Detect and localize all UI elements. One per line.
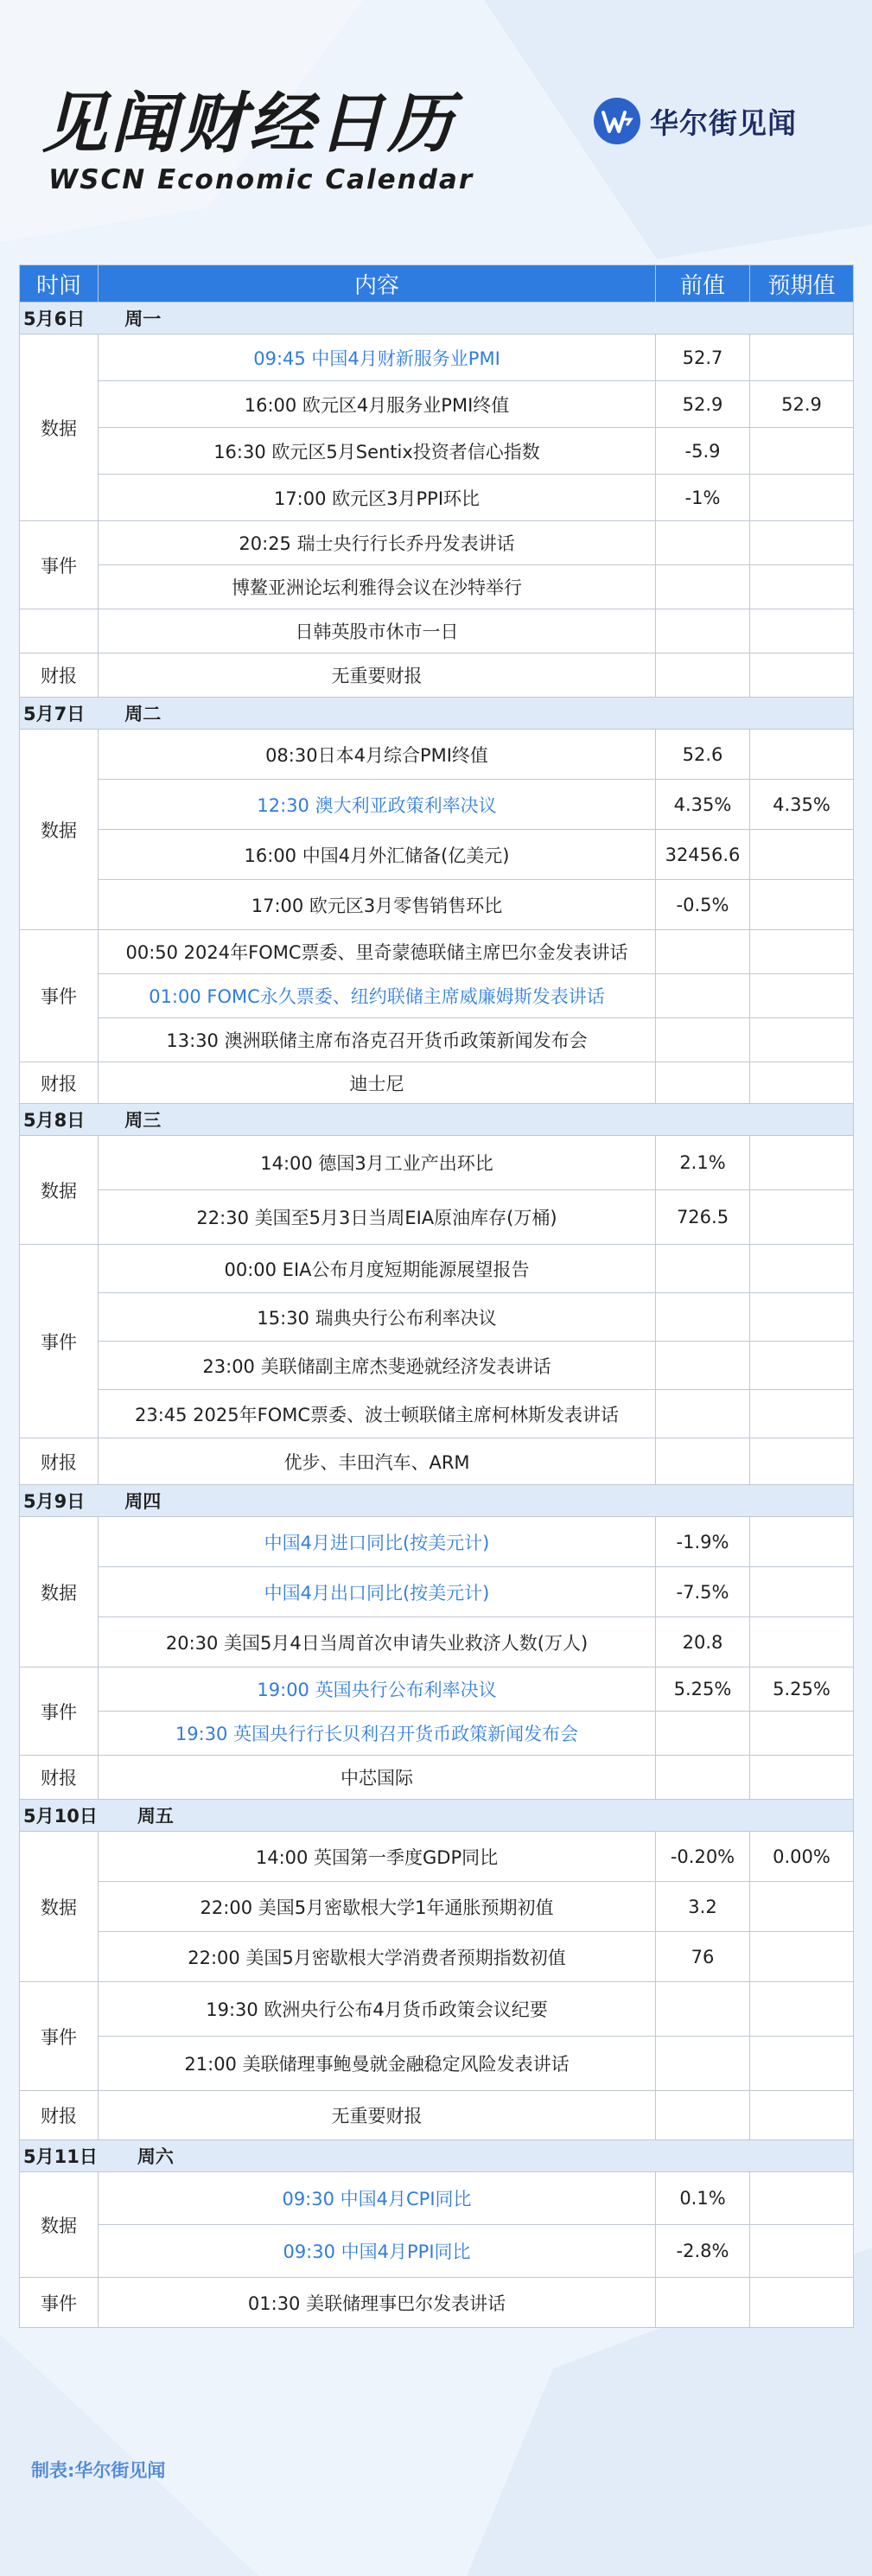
content-cell: 00:00 EIA公布月度短期能源展望报告: [99, 1245, 656, 1293]
previous-value-cell: 5.25%: [656, 1667, 750, 1712]
header-expected: 预期值: [750, 265, 854, 303]
expected-value-cell: 52.9: [750, 381, 854, 428]
previous-value-cell: 0.1%: [656, 2172, 750, 2225]
day-weekday: 周二: [124, 704, 162, 724]
previous-value-cell: -0.5%: [656, 880, 750, 930]
expected-value-cell: [750, 1245, 854, 1293]
content-cell: 日韩英股市休市一日: [99, 609, 656, 654]
content-cell: 22:00 美国5月密歇根大学消费者预期指数初值: [99, 1932, 656, 1982]
expected-value-cell: 0.00%: [750, 1832, 854, 1882]
day-weekday: 周一: [124, 309, 162, 329]
content-cell: 00:50 2024年FOMC票委、里奇蒙德联储主席巴尔金发表讲话: [99, 930, 656, 974]
page-title: 见闻财经日历: [41, 85, 456, 162]
expected-value-cell: [750, 2225, 854, 2278]
expected-value-cell: [750, 1342, 854, 1390]
previous-value-cell: 4.35%: [656, 780, 750, 830]
wscn-w-logo-icon: [593, 97, 641, 145]
expected-value-cell: [750, 2091, 854, 2140]
previous-value-cell: -1%: [656, 475, 750, 521]
previous-value-cell: [656, 1756, 750, 1800]
content-cell: 中芯国际: [99, 1756, 656, 1800]
expected-value-cell: 4.35%: [750, 780, 854, 830]
day-row: [20, 2140, 854, 2172]
brand: [593, 97, 797, 145]
previous-value-cell: 3.2: [656, 1882, 750, 1932]
day-date: 5月8日: [23, 1110, 86, 1131]
category-cell: 事件: [20, 1982, 99, 2091]
previous-value-cell: -5.9: [656, 428, 750, 475]
table-row: [20, 475, 854, 521]
footer-credit: 制表:华尔街见闻: [31, 2460, 166, 2481]
table-row: [20, 1982, 854, 2037]
content-cell: 17:00 欧元区3月零售销售环比: [99, 880, 656, 930]
content-cell: 19:30 欧洲央行公布4月货币政策会议纪要: [99, 1982, 656, 2037]
day-row: [20, 1800, 854, 1832]
table-row: [20, 930, 854, 974]
table-row: [20, 1062, 854, 1104]
table-row: [20, 1390, 854, 1438]
previous-value-cell: [656, 1293, 750, 1342]
category-cell: 数据: [20, 2172, 99, 2278]
expected-value-cell: [750, 1756, 854, 1800]
brand-name: 华尔街见闻: [650, 105, 797, 140]
expected-value-cell: [750, 1293, 854, 1342]
content-cell: 09:30 中国4月CPI同比: [99, 2172, 656, 2225]
table-row: [20, 654, 854, 698]
table-row: [20, 1136, 854, 1190]
content-cell: 16:00 欧元区4月服务业PMI终值: [99, 381, 656, 428]
table-row: [20, 609, 854, 654]
day-label: [20, 1485, 854, 1517]
previous-value-cell: [656, 2278, 750, 2328]
table-body: [20, 303, 854, 2328]
economic-calendar-table: [19, 265, 854, 2328]
expected-value-cell: [750, 1438, 854, 1485]
category-cell: 数据: [20, 730, 99, 930]
content-cell: 14:00 英国第一季度GDP同比: [99, 1832, 656, 1882]
day-row: [20, 1104, 854, 1136]
content-cell: 中国4月出口同比(按美元计): [99, 1567, 656, 1617]
day-date: 5月11日: [23, 2146, 98, 2167]
previous-value-cell: [656, 654, 750, 698]
previous-value-cell: 76: [656, 1932, 750, 1982]
day-label: [20, 2140, 854, 2172]
previous-value-cell: [656, 1245, 750, 1293]
table-row: [20, 1245, 854, 1293]
table-row: [20, 2091, 854, 2140]
previous-value-cell: [656, 1062, 750, 1104]
table-row: [20, 381, 854, 428]
table-row: [20, 1756, 854, 1800]
content-cell: 19:30 英国央行行长贝利召开货币政策新闻发布会: [99, 1712, 656, 1756]
category-cell: 财报: [20, 1438, 99, 1485]
content-cell: 14:00 德国3月工业产出环比: [99, 1136, 656, 1190]
content-cell: 01:30 美联储理事巴尔发表讲话: [99, 2278, 656, 2328]
previous-value-cell: [656, 1018, 750, 1062]
content-cell: 博鳌亚洲论坛利雅得会议在沙特举行: [99, 565, 656, 609]
expected-value-cell: [750, 1982, 854, 2037]
content-cell: 01:00 FOMC永久票委、纽约联储主席威廉姆斯发表讲话: [99, 974, 656, 1018]
table-row: [20, 2172, 854, 2225]
content-cell: 09:45 中国4月财新服务业PMI: [99, 335, 656, 381]
expected-value-cell: [750, 335, 854, 381]
table-row: [20, 335, 854, 381]
previous-value-cell: [656, 1390, 750, 1438]
day-date: 5月7日: [23, 704, 86, 724]
table-row: [20, 1018, 854, 1062]
previous-value-cell: -2.8%: [656, 2225, 750, 2278]
content-cell: 优步、丰田汽车、ARM: [99, 1438, 656, 1485]
header-previous: 前值: [656, 265, 750, 303]
previous-value-cell: -1.9%: [656, 1517, 750, 1567]
day-label: [20, 303, 854, 335]
day-label: [20, 1104, 854, 1136]
content-cell: 中国4月进口同比(按美元计): [99, 1517, 656, 1567]
category-cell: 事件: [20, 1667, 99, 1756]
table-row: [20, 780, 854, 830]
content-cell: 09:30 中国4月PPI同比: [99, 2225, 656, 2278]
expected-value-cell: [750, 1062, 854, 1104]
header-time: 时间: [20, 265, 99, 303]
previous-value-cell: -0.20%: [656, 1832, 750, 1882]
day-label: [20, 1800, 854, 1832]
expected-value-cell: [750, 1932, 854, 1982]
category-cell: 数据: [20, 1517, 99, 1667]
expected-value-cell: [750, 1018, 854, 1062]
expected-value-cell: [750, 1190, 854, 1245]
table-row: [20, 1832, 854, 1882]
previous-value-cell: 726.5: [656, 1190, 750, 1245]
expected-value-cell: [750, 2278, 854, 2328]
table-row: [20, 2037, 854, 2091]
expected-value-cell: [750, 2172, 854, 2225]
table-row: [20, 830, 854, 880]
day-weekday: 周六: [137, 2146, 174, 2167]
header-content: 内容: [99, 265, 656, 303]
expected-value-cell: [750, 475, 854, 521]
expected-value-cell: [750, 609, 854, 654]
table-row: [20, 565, 854, 609]
previous-value-cell: [656, 609, 750, 654]
category-cell: 数据: [20, 335, 99, 521]
day-label: [20, 698, 854, 730]
previous-value-cell: [656, 1712, 750, 1756]
content-cell: 17:00 欧元区3月PPI环比: [99, 475, 656, 521]
previous-value-cell: 2.1%: [656, 1136, 750, 1190]
day-weekday: 周五: [137, 1806, 174, 1827]
page-subtitle: WSCN Economic Calendar: [48, 164, 474, 195]
previous-value-cell: 52.6: [656, 730, 750, 780]
content-cell: 22:30 美国至5月3日当周EIA原油库存(万桶): [99, 1190, 656, 1245]
day-weekday: 周三: [124, 1110, 162, 1131]
table-row: [20, 521, 854, 565]
content-cell: 12:30 澳大利亚政策利率决议: [99, 780, 656, 830]
expected-value-cell: [750, 1517, 854, 1567]
content-cell: 无重要财报: [99, 2091, 656, 2140]
expected-value-cell: [750, 565, 854, 609]
expected-value-cell: [750, 1136, 854, 1190]
table-row: [20, 1882, 854, 1932]
table-row: [20, 1293, 854, 1342]
category-cell: 财报: [20, 2091, 99, 2140]
day-weekday: 周四: [124, 1491, 162, 1512]
previous-value-cell: [656, 1982, 750, 2037]
previous-value-cell: [656, 521, 750, 565]
content-cell: 23:00 美联储副主席杰斐逊就经济发表讲话: [99, 1342, 656, 1390]
table-row: [20, 2225, 854, 2278]
table-row: [20, 1712, 854, 1756]
content-cell: 迪士尼: [99, 1062, 656, 1104]
category-cell: 财报: [20, 654, 99, 698]
expected-value-cell: [750, 1567, 854, 1617]
day-row: [20, 303, 854, 335]
expected-value-cell: [750, 1712, 854, 1756]
table-row: [20, 1517, 854, 1567]
table-row: [20, 1667, 854, 1712]
previous-value-cell: 20.8: [656, 1617, 750, 1667]
category-cell: 事件: [20, 930, 99, 1062]
table-row: [20, 1617, 854, 1667]
previous-value-cell: 52.7: [656, 335, 750, 381]
expected-value-cell: [750, 2037, 854, 2091]
expected-value-cell: 5.25%: [750, 1667, 854, 1712]
content-cell: 15:30 瑞典央行公布利率决议: [99, 1293, 656, 1342]
category-cell: 事件: [20, 1245, 99, 1438]
table-row: [20, 1932, 854, 1982]
expected-value-cell: [750, 974, 854, 1018]
previous-value-cell: [656, 2037, 750, 2091]
previous-value-cell: [656, 565, 750, 609]
table-row: [20, 974, 854, 1018]
content-cell: 16:30 欧元区5月Sentix投资者信心指数: [99, 428, 656, 475]
category-cell: 数据: [20, 1832, 99, 1982]
table-row: [20, 1190, 854, 1245]
day-date: 5月9日: [23, 1491, 86, 1512]
previous-value-cell: [656, 2091, 750, 2140]
expected-value-cell: [750, 1882, 854, 1932]
day-date: 5月6日: [23, 309, 86, 329]
content-cell: 无重要财报: [99, 654, 656, 698]
day-date: 5月10日: [23, 1806, 98, 1827]
category-cell: 事件: [20, 521, 99, 609]
content-cell: 19:00 英国央行公布利率决议: [99, 1667, 656, 1712]
table-row: [20, 1567, 854, 1617]
table-row: [20, 2278, 854, 2328]
category-cell: 财报: [20, 1756, 99, 1800]
page-header: [0, 0, 872, 259]
content-cell: 21:00 美联储理事鲍曼就金融稳定风险发表讲话: [99, 2037, 656, 2091]
table-header-row: [20, 265, 854, 303]
previous-value-cell: [656, 974, 750, 1018]
content-cell: 23:45 2025年FOMC票委、波士顿联储主席柯林斯发表讲话: [99, 1390, 656, 1438]
previous-value-cell: 52.9: [656, 381, 750, 428]
table-row: [20, 1342, 854, 1390]
expected-value-cell: [750, 830, 854, 880]
category-cell: 财报: [20, 1062, 99, 1104]
expected-value-cell: [750, 428, 854, 475]
content-cell: 08:30日本4月综合PMI终值: [99, 730, 656, 780]
day-row: [20, 698, 854, 730]
table-row: [20, 428, 854, 475]
content-cell: 13:30 澳洲联储主席布洛克召开货币政策新闻发布会: [99, 1018, 656, 1062]
previous-value-cell: 32456.6: [656, 830, 750, 880]
expected-value-cell: [750, 730, 854, 780]
previous-value-cell: -7.5%: [656, 1567, 750, 1617]
expected-value-cell: [750, 1390, 854, 1438]
content-cell: 20:30 美国5月4日当周首次申请失业救济人数(万人): [99, 1617, 656, 1667]
expected-value-cell: [750, 1617, 854, 1667]
table-row: [20, 1438, 854, 1485]
expected-value-cell: [750, 930, 854, 974]
table-row: [20, 880, 854, 930]
table-row: [20, 730, 854, 780]
previous-value-cell: [656, 1342, 750, 1390]
expected-value-cell: [750, 521, 854, 565]
content-cell: 16:00 中国4月外汇储备(亿美元): [99, 830, 656, 880]
content-cell: 22:00 美国5月密歇根大学1年通胀预期初值: [99, 1882, 656, 1932]
content-cell: 20:25 瑞士央行行长乔丹发表讲话: [99, 521, 656, 565]
previous-value-cell: [656, 930, 750, 974]
category-cell: 事件: [20, 2278, 99, 2328]
day-row: [20, 1485, 854, 1517]
category-cell: [20, 609, 99, 654]
category-cell: 数据: [20, 1136, 99, 1245]
expected-value-cell: [750, 654, 854, 698]
expected-value-cell: [750, 880, 854, 930]
previous-value-cell: [656, 1438, 750, 1485]
